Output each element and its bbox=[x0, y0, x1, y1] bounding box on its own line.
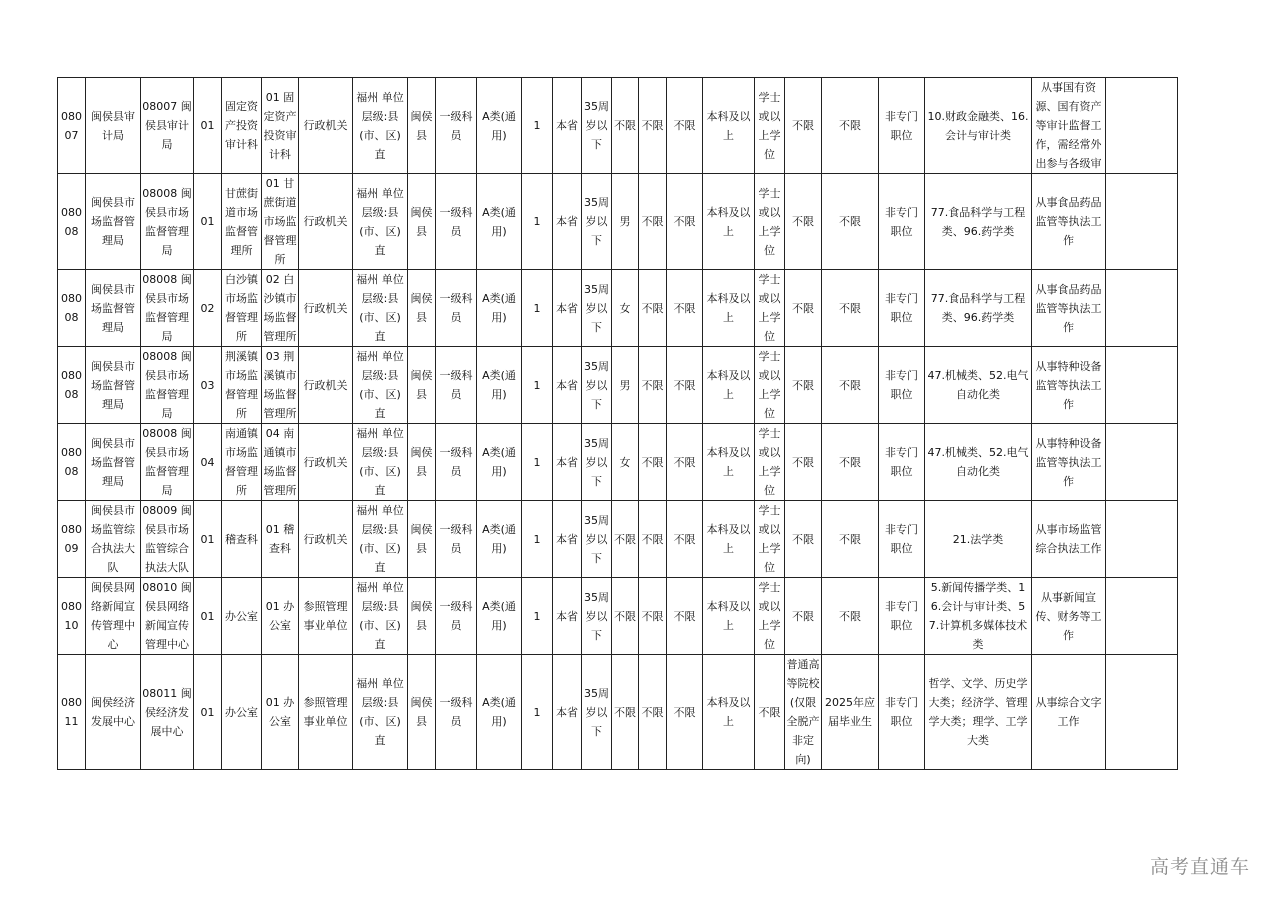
cell-household: 本省 bbox=[553, 501, 582, 578]
cell-empty bbox=[1106, 78, 1178, 174]
cell-exam-type: A类(通用) bbox=[477, 655, 522, 770]
table-row bbox=[58, 270, 1178, 347]
cell-specialty: 非专门职位 bbox=[879, 78, 925, 174]
cell-count: 1 bbox=[522, 270, 553, 347]
cell-unit-nature: 行政机关 bbox=[299, 174, 353, 270]
cell-major: 21.法学类 bbox=[925, 501, 1032, 578]
cell-ethnicity: 不限 bbox=[639, 270, 667, 347]
cell-gender: 不限 bbox=[612, 655, 639, 770]
cell-count: 1 bbox=[522, 78, 553, 174]
cell-seq: 03 bbox=[194, 347, 222, 424]
cell-political: 不限 bbox=[667, 78, 703, 174]
cell-gender: 男 bbox=[612, 347, 639, 424]
cell-specialty: 非专门职位 bbox=[879, 655, 925, 770]
cell-exam-type: A类(通用) bbox=[477, 578, 522, 655]
cell-specialty: 非专门职位 bbox=[879, 270, 925, 347]
cell-specialty: 非专门职位 bbox=[879, 347, 925, 424]
cell-remark: 从事特种设备监管等执法工作 bbox=[1032, 347, 1106, 424]
cell-position-name: 01 固定资产投资审计科 bbox=[262, 78, 299, 174]
cell-unit-code: 08009 bbox=[58, 501, 86, 578]
cell-position-unit: 08007 闽侯县审计局 bbox=[141, 78, 194, 174]
cell-gender: 女 bbox=[612, 424, 639, 501]
cell-age: 35周岁以下 bbox=[582, 270, 612, 347]
cell-major: 5.新闻传播学类、16.会计与审计类、57.计算机多媒体技术类 bbox=[925, 578, 1032, 655]
cell-location: 闽侯县 bbox=[408, 578, 436, 655]
cell-department: 办公室 bbox=[222, 578, 262, 655]
cell-remark: 从事食品药品监管等执法工作 bbox=[1032, 270, 1106, 347]
cell-graduate: 2025年应届毕业生 bbox=[822, 655, 879, 770]
cell-seq: 04 bbox=[194, 424, 222, 501]
cell-position-name: 01 办公室 bbox=[262, 578, 299, 655]
cell-exam-type: A类(通用) bbox=[477, 78, 522, 174]
cell-count: 1 bbox=[522, 655, 553, 770]
cell-level: 福州 单位层级:县(市、区)直 bbox=[353, 270, 408, 347]
cell-specialty: 非专门职位 bbox=[879, 174, 925, 270]
cell-household: 本省 bbox=[553, 270, 582, 347]
job-table bbox=[57, 77, 1178, 770]
cell-household: 本省 bbox=[553, 347, 582, 424]
cell-seq: 01 bbox=[194, 78, 222, 174]
cell-remark: 从事新闻宣传、财务等工作 bbox=[1032, 578, 1106, 655]
cell-age: 35周岁以下 bbox=[582, 424, 612, 501]
cell-political: 不限 bbox=[667, 578, 703, 655]
cell-ethnicity: 不限 bbox=[639, 424, 667, 501]
cell-department: 荆溪镇市场监督管理所 bbox=[222, 347, 262, 424]
cell-unit-name: 闽侯县网络新闻宣传管理中心 bbox=[86, 578, 141, 655]
cell-rank: 一级科员 bbox=[436, 424, 477, 501]
cell-school: 不限 bbox=[785, 424, 822, 501]
table-row bbox=[58, 578, 1178, 655]
cell-rank: 一级科员 bbox=[436, 578, 477, 655]
cell-education: 本科及以上 bbox=[703, 78, 755, 174]
cell-department: 白沙镇市场监督管理所 bbox=[222, 270, 262, 347]
cell-gender: 不限 bbox=[612, 78, 639, 174]
cell-unit-name: 闽侯经济发展中心 bbox=[86, 655, 141, 770]
cell-level: 福州 单位层级:县(市、区)直 bbox=[353, 347, 408, 424]
cell-position-name: 01 办公室 bbox=[262, 655, 299, 770]
cell-level: 福州 单位层级:县(市、区)直 bbox=[353, 655, 408, 770]
cell-school: 不限 bbox=[785, 578, 822, 655]
cell-political: 不限 bbox=[667, 270, 703, 347]
cell-specialty: 非专门职位 bbox=[879, 578, 925, 655]
cell-count: 1 bbox=[522, 578, 553, 655]
cell-degree: 学士或以上学位 bbox=[755, 501, 785, 578]
cell-unit-nature: 行政机关 bbox=[299, 78, 353, 174]
cell-unit-code: 08010 bbox=[58, 578, 86, 655]
cell-degree: 学士或以上学位 bbox=[755, 78, 785, 174]
table-row bbox=[58, 501, 1178, 578]
cell-level: 福州 单位层级:县(市、区)直 bbox=[353, 174, 408, 270]
cell-education: 本科及以上 bbox=[703, 501, 755, 578]
cell-gender: 男 bbox=[612, 174, 639, 270]
cell-unit-code: 08008 bbox=[58, 347, 86, 424]
cell-age: 35周岁以下 bbox=[582, 655, 612, 770]
cell-education: 本科及以上 bbox=[703, 655, 755, 770]
cell-political: 不限 bbox=[667, 501, 703, 578]
cell-unit-code: 08008 bbox=[58, 424, 86, 501]
cell-exam-type: A类(通用) bbox=[477, 424, 522, 501]
cell-ethnicity: 不限 bbox=[639, 501, 667, 578]
cell-position-name: 02 白沙镇市场监督管理所 bbox=[262, 270, 299, 347]
cell-specialty: 非专门职位 bbox=[879, 424, 925, 501]
cell-location: 闽侯县 bbox=[408, 174, 436, 270]
cell-unit-code: 08008 bbox=[58, 270, 86, 347]
cell-level: 福州 单位层级:县(市、区)直 bbox=[353, 78, 408, 174]
table-row bbox=[58, 174, 1178, 270]
cell-rank: 一级科员 bbox=[436, 174, 477, 270]
cell-position-unit: 08008 闽侯县市场监督管理局 bbox=[141, 347, 194, 424]
cell-empty bbox=[1106, 578, 1178, 655]
cell-position-name: 03 荆溪镇市场监督管理所 bbox=[262, 347, 299, 424]
cell-unit-name: 闽侯县市场监管综合执法大队 bbox=[86, 501, 141, 578]
cell-age: 35周岁以下 bbox=[582, 78, 612, 174]
cell-school: 普通高等院校(仅限全脱产非定向) bbox=[785, 655, 822, 770]
cell-graduate: 不限 bbox=[822, 578, 879, 655]
cell-position-unit: 08011 闽侯经济发展中心 bbox=[141, 655, 194, 770]
cell-ethnicity: 不限 bbox=[639, 78, 667, 174]
cell-count: 1 bbox=[522, 501, 553, 578]
cell-empty bbox=[1106, 424, 1178, 501]
cell-gender: 不限 bbox=[612, 501, 639, 578]
cell-location: 闽侯县 bbox=[408, 78, 436, 174]
cell-ethnicity: 不限 bbox=[639, 174, 667, 270]
cell-gender: 不限 bbox=[612, 578, 639, 655]
cell-empty bbox=[1106, 174, 1178, 270]
cell-unit-nature: 行政机关 bbox=[299, 424, 353, 501]
cell-count: 1 bbox=[522, 347, 553, 424]
cell-household: 本省 bbox=[553, 174, 582, 270]
cell-empty bbox=[1106, 655, 1178, 770]
cell-empty bbox=[1106, 501, 1178, 578]
cell-political: 不限 bbox=[667, 424, 703, 501]
cell-school: 不限 bbox=[785, 174, 822, 270]
cell-department: 南通镇市场监督管理所 bbox=[222, 424, 262, 501]
table-row bbox=[58, 655, 1178, 770]
cell-unit-name: 闽侯县市场监督管理局 bbox=[86, 270, 141, 347]
cell-unit-code: 08007 bbox=[58, 78, 86, 174]
cell-unit-nature: 行政机关 bbox=[299, 501, 353, 578]
cell-department: 稽查科 bbox=[222, 501, 262, 578]
cell-location: 闽侯县 bbox=[408, 655, 436, 770]
cell-unit-code: 08011 bbox=[58, 655, 86, 770]
cell-level: 福州 单位层级:县(市、区)直 bbox=[353, 501, 408, 578]
cell-rank: 一级科员 bbox=[436, 270, 477, 347]
cell-unit-nature: 参照管理事业单位 bbox=[299, 578, 353, 655]
cell-level: 福州 单位层级:县(市、区)直 bbox=[353, 578, 408, 655]
cell-unit-code: 08008 bbox=[58, 174, 86, 270]
cell-unit-name: 闽侯县审计局 bbox=[86, 78, 141, 174]
table-row bbox=[58, 78, 1178, 174]
cell-seq: 02 bbox=[194, 270, 222, 347]
cell-graduate: 不限 bbox=[822, 174, 879, 270]
cell-rank: 一级科员 bbox=[436, 347, 477, 424]
cell-exam-type: A类(通用) bbox=[477, 174, 522, 270]
cell-education: 本科及以上 bbox=[703, 270, 755, 347]
cell-position-unit: 08008 闽侯县市场监督管理局 bbox=[141, 270, 194, 347]
cell-political: 不限 bbox=[667, 655, 703, 770]
cell-degree: 学士或以上学位 bbox=[755, 347, 785, 424]
cell-position-name: 04 南通镇市场监督管理所 bbox=[262, 424, 299, 501]
cell-count: 1 bbox=[522, 424, 553, 501]
cell-degree: 学士或以上学位 bbox=[755, 270, 785, 347]
cell-political: 不限 bbox=[667, 347, 703, 424]
cell-education: 本科及以上 bbox=[703, 347, 755, 424]
cell-department: 固定资产投资审计科 bbox=[222, 78, 262, 174]
cell-graduate: 不限 bbox=[822, 347, 879, 424]
cell-location: 闽侯县 bbox=[408, 270, 436, 347]
cell-count: 1 bbox=[522, 174, 553, 270]
cell-rank: 一级科员 bbox=[436, 501, 477, 578]
cell-department: 甘蔗街道市场监督管理所 bbox=[222, 174, 262, 270]
cell-exam-type: A类(通用) bbox=[477, 501, 522, 578]
cell-rank: 一级科员 bbox=[436, 655, 477, 770]
cell-ethnicity: 不限 bbox=[639, 347, 667, 424]
cell-empty bbox=[1106, 347, 1178, 424]
cell-education: 本科及以上 bbox=[703, 578, 755, 655]
cell-major: 47.机械类、52.电气自动化类 bbox=[925, 424, 1032, 501]
cell-household: 本省 bbox=[553, 78, 582, 174]
cell-remark: 从事综合文字工作 bbox=[1032, 655, 1106, 770]
cell-unit-name: 闽侯县市场监督管理局 bbox=[86, 424, 141, 501]
cell-school: 不限 bbox=[785, 270, 822, 347]
cell-household: 本省 bbox=[553, 578, 582, 655]
table-row bbox=[58, 424, 1178, 501]
cell-seq: 01 bbox=[194, 174, 222, 270]
cell-unit-name: 闽侯县市场监督管理局 bbox=[86, 174, 141, 270]
cell-age: 35周岁以下 bbox=[582, 174, 612, 270]
cell-degree: 学士或以上学位 bbox=[755, 424, 785, 501]
cell-remark: 从事市场监管综合执法工作 bbox=[1032, 501, 1106, 578]
cell-graduate: 不限 bbox=[822, 501, 879, 578]
cell-location: 闽侯县 bbox=[408, 424, 436, 501]
cell-exam-type: A类(通用) bbox=[477, 347, 522, 424]
cell-location: 闽侯县 bbox=[408, 347, 436, 424]
cell-major: 哲学、文学、历史学大类；经济学、管理学大类；理学、工学大类 bbox=[925, 655, 1032, 770]
cell-remark: 从事国有资源、国有资产等审计监督工作，需经常外出参与各级审 bbox=[1032, 78, 1106, 174]
cell-unit-nature: 行政机关 bbox=[299, 270, 353, 347]
cell-level: 福州 单位层级:县(市、区)直 bbox=[353, 424, 408, 501]
cell-position-unit: 08009 闽侯县市场监管综合执法大队 bbox=[141, 501, 194, 578]
cell-specialty: 非专门职位 bbox=[879, 501, 925, 578]
cell-major: 10.财政金融类、16.会计与审计类 bbox=[925, 78, 1032, 174]
cell-location: 闽侯县 bbox=[408, 501, 436, 578]
cell-position-name: 01 甘蔗街道市场监督管理所 bbox=[262, 174, 299, 270]
cell-position-name: 01 稽查科 bbox=[262, 501, 299, 578]
cell-household: 本省 bbox=[553, 424, 582, 501]
watermark: 高考直通车 bbox=[1149, 856, 1250, 878]
cell-graduate: 不限 bbox=[822, 270, 879, 347]
cell-graduate: 不限 bbox=[822, 424, 879, 501]
cell-seq: 01 bbox=[194, 655, 222, 770]
cell-degree: 不限 bbox=[755, 655, 785, 770]
cell-school: 不限 bbox=[785, 347, 822, 424]
cell-department: 办公室 bbox=[222, 655, 262, 770]
cell-education: 本科及以上 bbox=[703, 174, 755, 270]
cell-degree: 学士或以上学位 bbox=[755, 174, 785, 270]
cell-unit-name: 闽侯县市场监督管理局 bbox=[86, 347, 141, 424]
cell-political: 不限 bbox=[667, 174, 703, 270]
cell-age: 35周岁以下 bbox=[582, 347, 612, 424]
cell-position-unit: 08008 闽侯县市场监督管理局 bbox=[141, 424, 194, 501]
cell-graduate: 不限 bbox=[822, 78, 879, 174]
cell-age: 35周岁以下 bbox=[582, 501, 612, 578]
cell-degree: 学士或以上学位 bbox=[755, 578, 785, 655]
cell-major: 47.机械类、52.电气自动化类 bbox=[925, 347, 1032, 424]
cell-ethnicity: 不限 bbox=[639, 655, 667, 770]
cell-age: 35周岁以下 bbox=[582, 578, 612, 655]
cell-empty bbox=[1106, 270, 1178, 347]
cell-household: 本省 bbox=[553, 655, 582, 770]
cell-position-unit: 08008 闽侯县市场监督管理局 bbox=[141, 174, 194, 270]
cell-remark: 从事食品药品监管等执法工作 bbox=[1032, 174, 1106, 270]
cell-remark: 从事特种设备监管等执法工作 bbox=[1032, 424, 1106, 501]
cell-gender: 女 bbox=[612, 270, 639, 347]
cell-major: 77.食品科学与工程类、96.药学类 bbox=[925, 174, 1032, 270]
cell-unit-nature: 行政机关 bbox=[299, 347, 353, 424]
cell-education: 本科及以上 bbox=[703, 424, 755, 501]
cell-position-unit: 08010 闽侯县网络新闻宣传管理中心 bbox=[141, 578, 194, 655]
cell-unit-nature: 参照管理事业单位 bbox=[299, 655, 353, 770]
cell-ethnicity: 不限 bbox=[639, 578, 667, 655]
table-row bbox=[58, 347, 1178, 424]
cell-seq: 01 bbox=[194, 501, 222, 578]
cell-rank: 一级科员 bbox=[436, 78, 477, 174]
cell-seq: 01 bbox=[194, 578, 222, 655]
cell-exam-type: A类(通用) bbox=[477, 270, 522, 347]
cell-major: 77.食品科学与工程类、96.药学类 bbox=[925, 270, 1032, 347]
cell-school: 不限 bbox=[785, 78, 822, 174]
cell-school: 不限 bbox=[785, 501, 822, 578]
